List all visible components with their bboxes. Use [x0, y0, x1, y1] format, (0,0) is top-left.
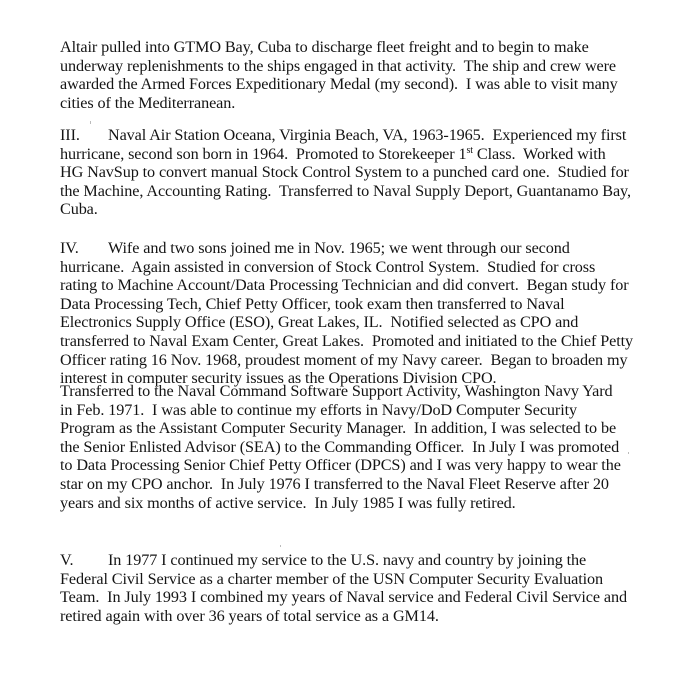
text-line: Altair pulled into GTMO Bay, Cuba to discharge fleet freight and to begin to make: [60, 38, 589, 56]
text-line: the Senior Enlisted Advisor (SEA) to the Commanding Officer. In July I was promoted: [60, 437, 620, 456]
text-line: cities of the Mediterranean.: [60, 93, 236, 112]
text-line: transferred to Naval Exam Center, Great Lakes. Promoted and initiated to the Chief Petty: [60, 331, 634, 350]
text-line: Federal Civil Service as a charter member of the USN Computer Security Evaluation: [60, 569, 604, 588]
text-line: [60, 239, 660, 258]
scan-speck: [628, 452, 629, 454]
paragraph-iv: [60, 239, 660, 388]
text-line: hurricane. Again assisted in conversion of Stock Control System. Studied for cross: [60, 257, 596, 276]
text-line: Team. In July 1993 I combined my years of Naval service and Federal Civil Service and: [60, 588, 627, 607]
text-line: Cuba.: [60, 200, 98, 219]
scan-speck: [90, 121, 91, 124]
scan-speck: [280, 545, 281, 547]
text-line: underway replenishments to the ships engaged in that activity. The ship and crew were: [60, 56, 617, 75]
text-line: HG NavSup to convert manual Stock Control System to a punched card one. Studied for: [60, 163, 629, 182]
paragraph-iii: [60, 126, 660, 219]
text-line: in Feb. 1971. I was able to continue my efforts in Navy/DoD Computer Security: [60, 400, 578, 419]
paragraph-transferred: [60, 382, 660, 512]
section-number: V.: [60, 551, 74, 569]
text-line: [60, 126, 660, 145]
text-line: retired again with over 36 years of total service as a GM14.: [60, 606, 439, 625]
text-span: In 1977 I continued my service to the U.S. navy and country by joining the: [108, 551, 587, 569]
text-span: Class. Worked with: [472, 144, 606, 163]
text-line: interest in computer security issues as the Operations Division CPO.: [60, 369, 497, 388]
paragraph-altair: [60, 38, 660, 112]
text-line: Program as the Assistant Computer Security Manager. In addition, I was selected to be: [60, 419, 617, 438]
text-line: rating to Machine Account/Data Processing Technician and did convert. Began study for: [60, 276, 629, 295]
text-line: to Data Processing Senior Chief Petty Officer (DPCS) and I was very happy to wear the: [60, 456, 621, 475]
text-line: Data Processing Tech, Chief Petty Officer, took exam then transferred to Naval: [60, 294, 565, 313]
text-line: years and six months of active service. In July 1985 I was fully retired.: [60, 493, 516, 512]
text-line: [60, 551, 660, 570]
text-span: Wife and two sons joined me in Nov. 1965; we went through our second: [108, 239, 570, 257]
text-line: Transferred to the Naval Command Software Support Activity, Washington Navy Yard: [60, 382, 613, 400]
section-number: IV.: [60, 239, 79, 257]
superscript: st: [466, 144, 473, 156]
text-span: hurricane, second son born in 1964. Promoted to Storekeeper 1: [60, 144, 467, 163]
text-line: [60, 145, 660, 164]
text-line: the Machine, Accounting Rating. Transferred to Naval Supply Deport, Guantanamo Bay,: [60, 181, 631, 200]
text-line: Electronics Supply Office (ESO), Great Lakes, IL. Notified selected as CPO and: [60, 313, 579, 332]
text-line: Officer rating 16 Nov. 1968, proudest moment of my Navy career. Began to broaden my: [60, 350, 628, 369]
paragraph-v: [60, 551, 660, 625]
text-line: star on my CPO anchor. In July 1976 I transferred to the Naval Fleet Reserve after 20: [60, 474, 609, 493]
text-line: awarded the Armed Forces Expeditionary Medal (my second). I was able to visit many: [60, 75, 618, 94]
section-number: III.: [60, 126, 80, 144]
text-span: Naval Air Station Oceana, Virginia Beach, VA, 1963-1965. Experienced my first: [108, 126, 627, 144]
